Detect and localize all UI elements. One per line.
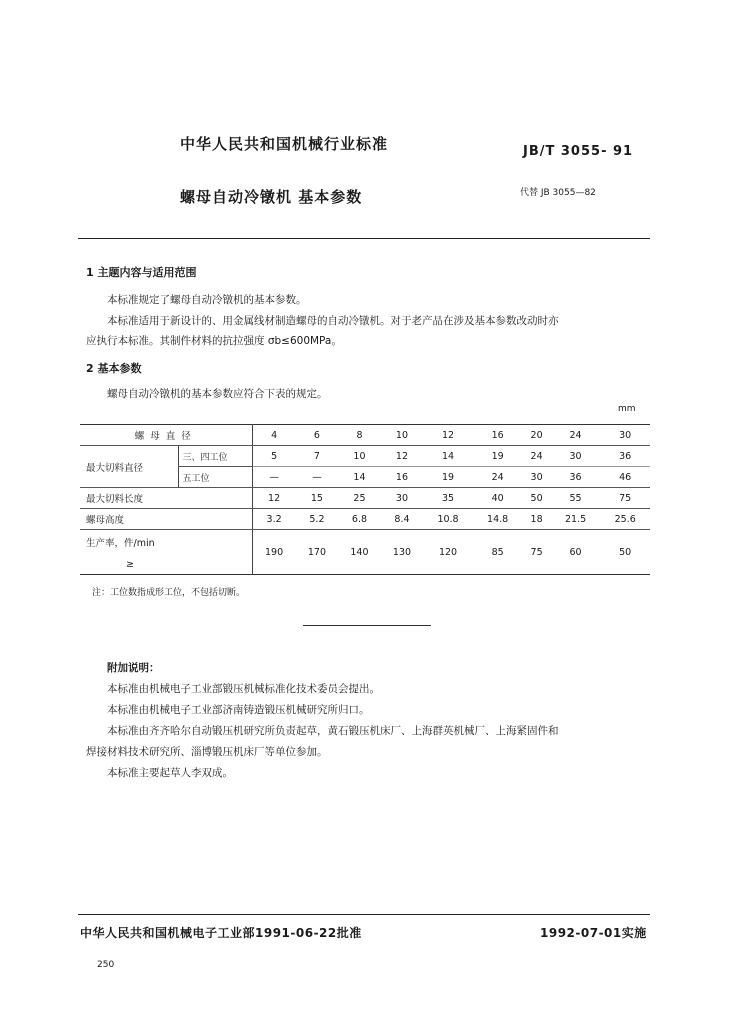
table-cell: 12 [252, 488, 296, 509]
table-cell: 170 [307, 546, 327, 558]
table-cell: 6.8 [338, 509, 381, 530]
row-max-cut-length [80, 488, 650, 509]
table-cell: 30 [551, 446, 601, 467]
table-cell: 120 [438, 546, 458, 558]
table-cell: 21.5 [551, 509, 601, 530]
table-cell: 60 [569, 546, 582, 558]
table-cell: 35 [423, 488, 473, 509]
table-cell: 50 [522, 488, 550, 509]
table-cell: 7 [296, 446, 339, 467]
table-cell: 10.8 [423, 509, 473, 530]
table-cell: 30 [381, 488, 424, 509]
five-station-label: 五工位 [178, 467, 252, 488]
table-cell: 19 [423, 467, 473, 488]
table-cell: 50 [619, 546, 632, 558]
table-cell: 10 [338, 446, 381, 467]
table-cell: 25 [338, 488, 381, 509]
table-cell: 85 [491, 546, 504, 558]
table-cell: 30 [522, 467, 550, 488]
table-note: 注：工位数指成形工位，不包括切断。 [92, 588, 246, 598]
section-1-heading: 1 主题内容与适用范围 [86, 266, 197, 279]
issuer-title: 中华人民共和国机械行业标准 [180, 135, 389, 153]
table-cell: 24 [551, 425, 601, 446]
appendix-line-3a: 本标准由齐齐哈尔自动锻压机研究所负责起草，黄石锻压机床厂、上海群英机械厂、上海紧固件和 [107, 725, 559, 737]
table-cell: 12 [381, 446, 424, 467]
table-cell: 8 [338, 425, 381, 446]
table-cell: 14 [423, 446, 473, 467]
end-rule [303, 625, 431, 626]
appendix-line-3b: 焊接材料技术研究所、淄博锻压机床厂等单位参加。 [86, 746, 328, 758]
table-cell: 5.2 [296, 509, 339, 530]
appendix-line-1: 本标准由机械电子工业部锻压机械标准化技术委员会提出。 [107, 683, 380, 695]
approval-line: 中华人民共和国机械电子工业部1991-06-22批准 [80, 926, 362, 940]
table-cell: 25.6 [600, 509, 650, 530]
section-2-heading: 2 基本参数 [86, 362, 142, 375]
document-title: 螺母自动冷镦机 基本参数 [180, 188, 363, 206]
standard-number: JB/T 3055- 91 [523, 144, 634, 159]
table-cell: 10 [381, 425, 424, 446]
table-cell: 20 [522, 425, 550, 446]
parameters-table [80, 424, 650, 575]
table-cell: — [296, 467, 339, 488]
appendix-title: 附加说明： [107, 662, 160, 674]
table-cell: 14 [338, 467, 381, 488]
table-cell: 36 [600, 446, 650, 467]
table-cell: 19 [473, 446, 523, 467]
page-number: 250 [97, 960, 115, 970]
production-rate-sign: ≥ [126, 558, 134, 570]
footer-rule [78, 914, 650, 915]
replaces-standard: 代替 JB 3055—82 [520, 188, 596, 198]
table-cell: 24 [522, 446, 550, 467]
row-production-rate [80, 530, 650, 575]
implementation-date: 1992-07-01实施 [540, 926, 647, 940]
table-cell: 3.2 [252, 509, 296, 530]
table-cell: 18 [522, 509, 550, 530]
table-cell: 15 [296, 488, 339, 509]
table-cell: 12 [423, 425, 473, 446]
nut-height-label: 螺母高度 [80, 509, 252, 530]
table-cell: 40 [473, 488, 523, 509]
table-cell: 75 [530, 546, 543, 558]
table-cell: 140 [350, 546, 369, 558]
section-1-para-2-line-1: 本标准适用于新设计的、用金属线材制造螺母的自动冷镦机。对于老产品在涉及基本参数改动时亦 [107, 315, 559, 327]
table-cell: 24 [473, 467, 523, 488]
row-three-four-station [80, 446, 650, 467]
table-cell: 130 [392, 546, 412, 558]
table-cell: 190 [252, 530, 296, 575]
table-cell: 30 [600, 425, 650, 446]
table-cell: 5 [252, 446, 296, 467]
header-rule [78, 238, 650, 239]
table-cell: 55 [551, 488, 601, 509]
three-four-station-label: 三、四工位 [178, 446, 252, 467]
table-cell: 8.4 [381, 509, 424, 530]
appendix-line-2: 本标准由机械电子工业部济南铸造锻压机械研究所归口。 [107, 704, 370, 716]
table-cell: 14.8 [473, 509, 523, 530]
production-rate-label-cell [80, 530, 252, 575]
nut-diameter-label: 螺母直径 [80, 425, 252, 446]
section-2-para-1: 螺母自动冷镦机的基本参数应符合下表的规定。 [107, 388, 328, 400]
table-cell: 36 [551, 467, 601, 488]
max-cut-diameter-label: 最大切料直径 [80, 446, 178, 488]
row-nut-height [80, 509, 650, 530]
table-cell: 6 [296, 425, 339, 446]
table-cell: 16 [381, 467, 424, 488]
table-cell: 46 [600, 467, 650, 488]
production-rate-label: 生产率，件/min [86, 537, 155, 549]
table-cell: 4 [252, 425, 296, 446]
table-unit: mm [618, 404, 636, 414]
row-nut-diameter [80, 425, 650, 446]
table-cell: — [252, 467, 296, 488]
section-1-para-1: 本标准规定了螺母自动冷镦机的基本参数。 [107, 294, 307, 306]
max-cut-length-label: 最大切料长度 [80, 488, 252, 509]
table-cell: 75 [600, 488, 650, 509]
section-1-para-2-line-2: 应执行本标准。其制件材料的抗拉强度 σb≤600MPa。 [86, 335, 342, 347]
appendix-line-4: 本标准主要起草人李双成。 [107, 767, 233, 779]
table-cell: 16 [473, 425, 523, 446]
